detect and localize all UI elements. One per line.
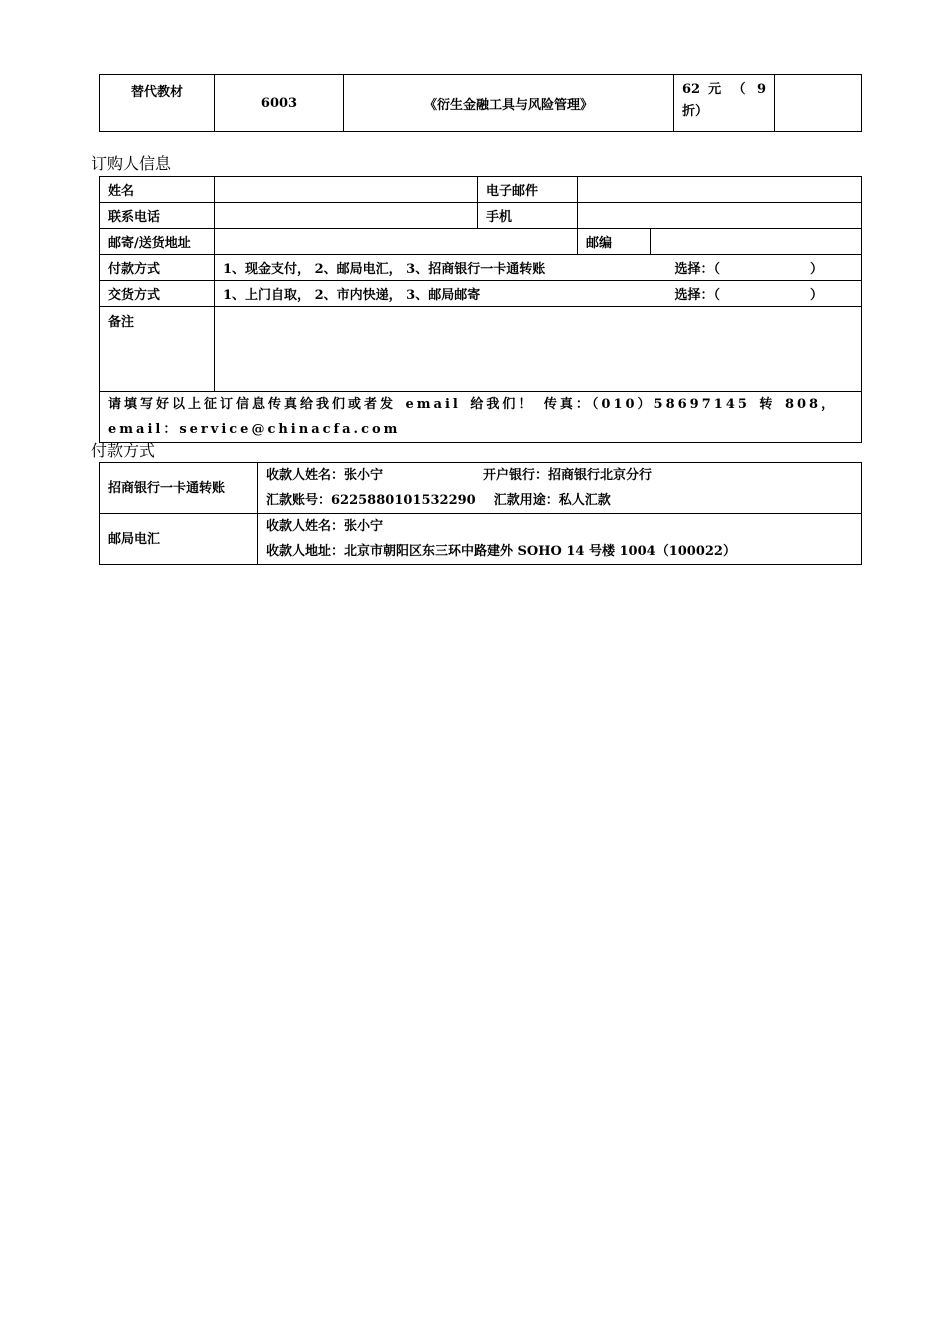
- post-remit-label: 邮局电汇: [100, 514, 258, 565]
- bank-purpose: 汇款用途：私人汇款: [493, 493, 611, 508]
- table-row: [100, 229, 862, 255]
- payment-method-heading: 付款方式: [91, 441, 156, 460]
- address-field[interactable]: [215, 229, 578, 255]
- phone-label: 联系电话: [100, 203, 215, 229]
- remark-label: 备注: [100, 307, 215, 392]
- bank-account: 汇款账号：6225880101532290: [266, 493, 476, 508]
- delivery-select-label: 选择：（: [674, 288, 720, 303]
- delivery-select-close: ）: [809, 288, 823, 303]
- table-row: [100, 177, 862, 203]
- table-row: [100, 392, 862, 443]
- book-type-cell: 替代教材: [100, 75, 215, 132]
- post-address: 收款人地址：北京市朝阳区东三环中路建外 SOHO 14 号楼 1004（100022）: [266, 544, 736, 559]
- book-extra-cell: [775, 75, 862, 132]
- table-row: [100, 307, 862, 392]
- address-label: 邮寄/送货地址: [100, 229, 215, 255]
- payment-options: 1、现金支付， 2、邮局电汇， 3、招商银行一卡通转账: [223, 262, 546, 277]
- phone-field[interactable]: [215, 203, 478, 229]
- book-price-cell: 62 元 （ 9 折）: [674, 75, 775, 132]
- mobile-field[interactable]: [578, 203, 862, 229]
- post-payee: 收款人姓名：张小宁: [266, 519, 384, 534]
- delivery-options: 1、上门自取， 2、市内快递， 3、邮局邮寄: [223, 288, 481, 303]
- payment-table: [99, 462, 862, 565]
- table-row: [100, 514, 862, 565]
- bank-payee: 收款人姓名：张小宁: [266, 468, 384, 483]
- remark-field[interactable]: [215, 307, 862, 392]
- delivery-label: 交货方式: [100, 281, 215, 307]
- name-label: 姓名: [100, 177, 215, 203]
- table-row: [100, 281, 862, 307]
- delivery-options-cell: [215, 281, 862, 307]
- book-title-cell: 《衍生金融工具与风险管理》: [344, 75, 674, 132]
- book-code-cell: 6003: [215, 75, 344, 132]
- table-row: [100, 255, 862, 281]
- payment-options-cell: [215, 255, 862, 281]
- buyer-info-table: [99, 176, 862, 443]
- table-row: [100, 203, 862, 229]
- book-table: [99, 74, 862, 132]
- payment-select-close: ）: [809, 262, 823, 277]
- postcode-label: 邮编: [578, 229, 651, 255]
- buyer-info-heading: 订购人信息: [91, 154, 172, 173]
- payment-select[interactable]: [674, 258, 823, 277]
- bank-transfer-details: [258, 463, 862, 514]
- table-row: [100, 463, 862, 514]
- mobile-label: 手机: [478, 203, 578, 229]
- payment-label: 付款方式: [100, 255, 215, 281]
- table-row: [100, 75, 862, 132]
- postcode-field[interactable]: [651, 229, 862, 255]
- email-field[interactable]: [578, 177, 862, 203]
- name-field[interactable]: [215, 177, 478, 203]
- bank-transfer-label: 招商银行一卡通转账: [100, 463, 258, 514]
- post-remit-details: [258, 514, 862, 565]
- bank-name: 开户银行：招商银行北京分行: [483, 468, 653, 483]
- delivery-select[interactable]: [674, 284, 823, 303]
- fax-email-notice: 请填写好以上征订信息传真给我们或者发 email 给我们！ 传真：（010）58697145 转 808， email：service@chinacfa.com: [100, 392, 862, 443]
- payment-select-label: 选择：（: [674, 262, 720, 277]
- email-label: 电子邮件: [478, 177, 578, 203]
